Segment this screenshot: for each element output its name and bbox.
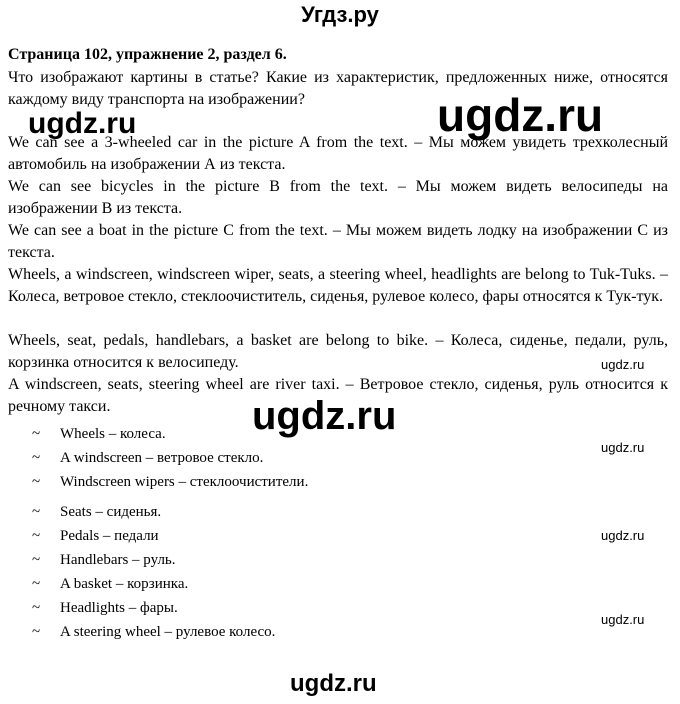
answer-paragraph-2: We can see bicycles in the picture B from the text. – Мы можем видеть велосипеды на изображении В из текста.	[8, 178, 668, 217]
tilde-marker: ~	[32, 426, 41, 442]
tilde-marker: ~	[32, 576, 41, 592]
list-item	[32, 596, 275, 620]
answer-paragraph-4: Wheels, a windscreen, windscreen wiper, seats, a steering wheel, headlights are belong to Tuk-Tuks. – Колеса, ветровое стекло, стеклоочиститель, сиденья, рулевое колесо, фары относятся к Тук-тук.	[8, 266, 668, 305]
tilde-marker: ~	[32, 624, 41, 640]
site-title: Угдз.ру	[301, 2, 379, 27]
vocab-entry: Pedals – педали	[60, 528, 159, 544]
watermark: ugdz.ru	[28, 107, 137, 140]
watermark-small: ugdz.ru	[601, 528, 645, 543]
vocab-entry: Wheels – колеса.	[60, 426, 166, 442]
answer-paragraph-6: A windscreen, seats, steering wheel are river taxi. – Ветровое стекло, сиденья, руль относится к речному такси.	[8, 376, 668, 415]
list-item	[32, 470, 308, 494]
watermark-small: ugdz.ru	[601, 612, 645, 627]
watermark-small: ugdz.ru	[601, 357, 645, 372]
list-item	[32, 548, 275, 572]
vocab-entry: A steering wheel – рулевое колесо.	[60, 624, 276, 640]
answer-paragraph-5: Wheels, seat, pedals, handlebars, a basket are belong to bike. – Колеса, сиденье, педали, руль, корзинка относится к велосипеду.	[8, 332, 668, 371]
tilde-marker: ~	[32, 600, 41, 616]
vocab-entry: A windscreen – ветровое стекло.	[60, 450, 264, 466]
list-item	[32, 572, 275, 596]
tilde-marker: ~	[32, 504, 41, 520]
exercise-question: Что изображают картины в статье? Какие из характеристик, предложенных ниже, относятся каждому виду транспорта на изображении?	[8, 69, 668, 108]
vocab-entry: Windscreen wipers – стеклоочистители.	[60, 474, 309, 490]
watermark: ugdz.ru	[437, 89, 604, 141]
exercise-heading: Страница 102, упражнение 2, раздел 6.	[8, 46, 287, 63]
list-item	[32, 500, 275, 524]
tilde-marker: ~	[32, 474, 41, 490]
watermark-small: ugdz.ru	[601, 440, 645, 455]
vocabulary-list-2	[32, 500, 275, 644]
tilde-marker: ~	[32, 552, 41, 568]
list-item	[32, 620, 275, 644]
list-item	[32, 524, 275, 548]
watermark: ugdz.ru	[290, 670, 377, 697]
vocab-entry: Headlights – фары.	[60, 600, 178, 616]
answer-paragraph-3: We can see a boat in the picture C from the text. – Мы можем видеть лодку на изображении С из текста.	[8, 222, 668, 261]
list-item	[32, 446, 308, 470]
tilde-marker: ~	[32, 450, 41, 466]
watermark: ugdz.ru	[252, 394, 397, 438]
vocab-entry: Seats – сиденья.	[60, 504, 162, 520]
vocab-entry: Handlebars – руль.	[60, 552, 176, 568]
answer-paragraph-1: We can see a 3-wheeled car in the picture A from the text. – Мы можем увидеть трехколесный автомобиль на изображении А из текста.	[8, 134, 668, 173]
tilde-marker: ~	[32, 528, 41, 544]
vocab-entry: A basket – корзинка.	[60, 576, 189, 592]
